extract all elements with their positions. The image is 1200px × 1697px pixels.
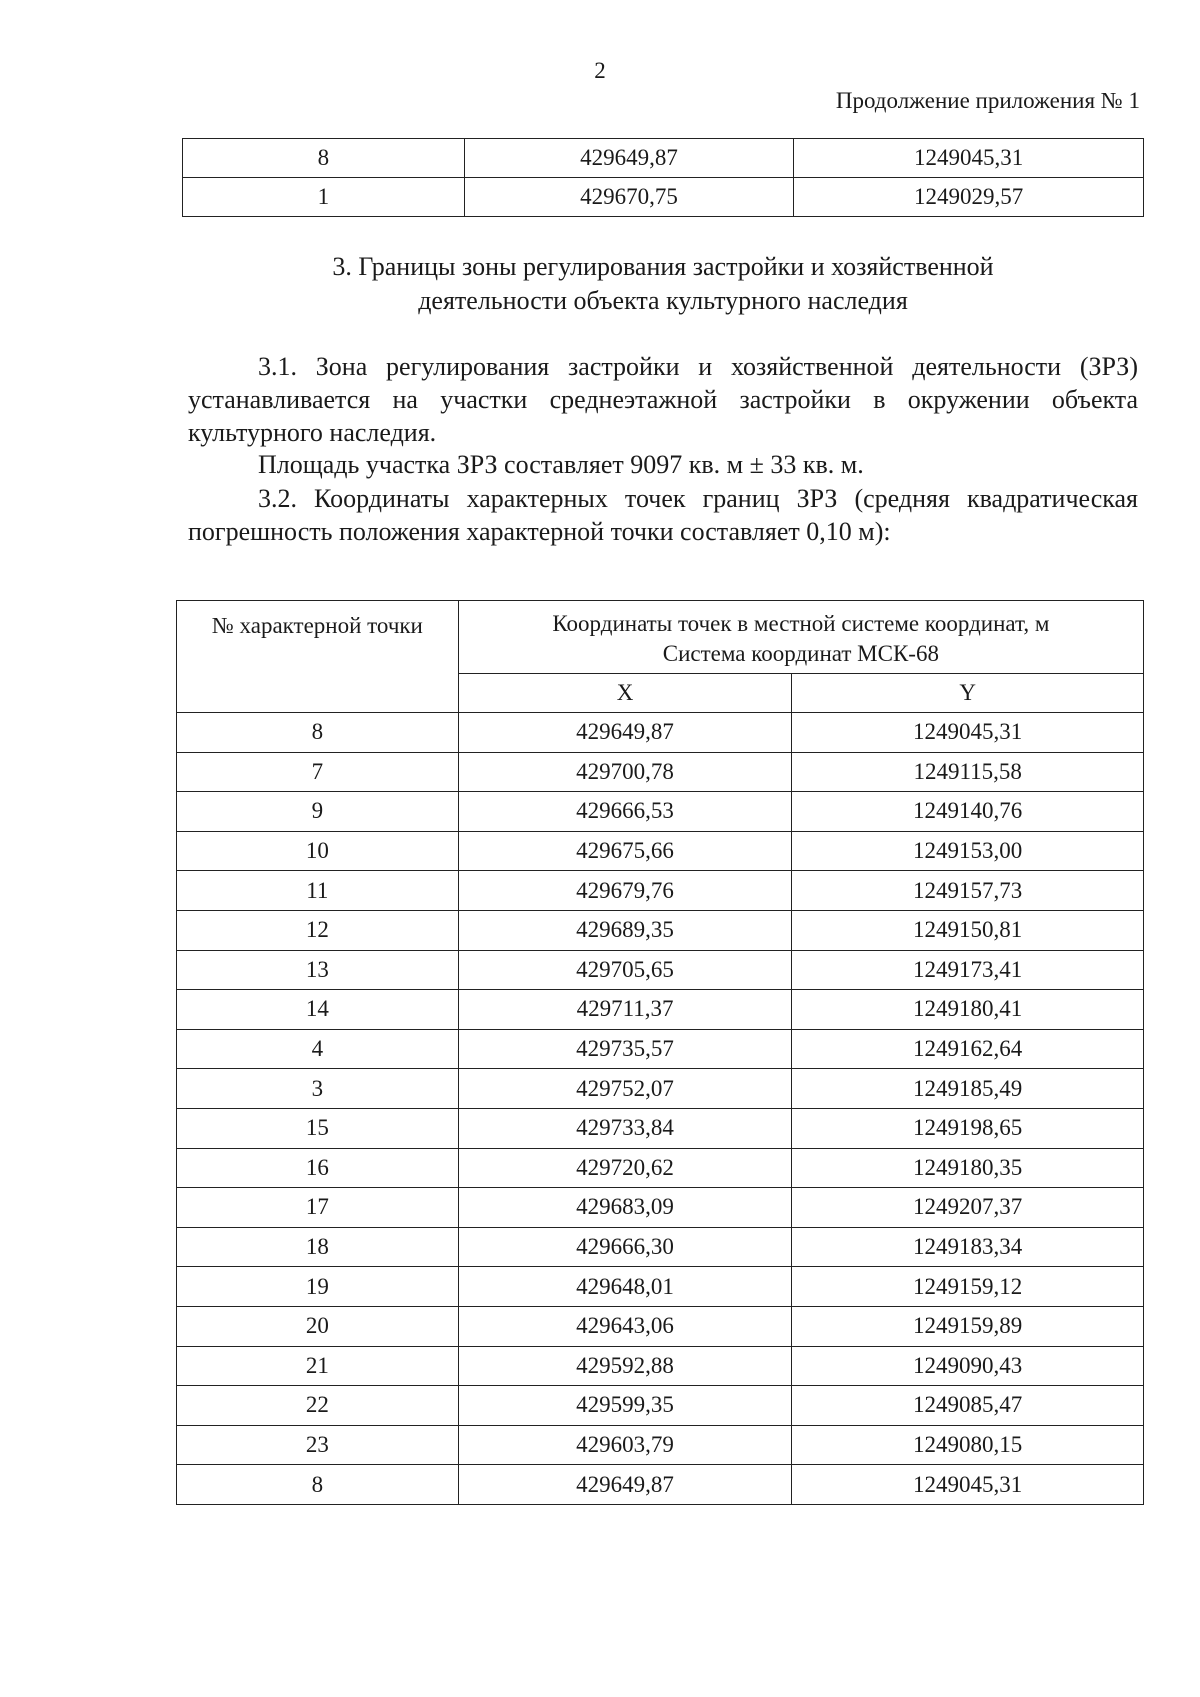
zrz-coordinates-table [176,600,1144,1505]
table-row [183,178,1144,217]
x-coordinate-cell: 429735,57 [458,1029,792,1069]
table-row [177,1306,1144,1346]
point-number-cell: 18 [177,1227,459,1267]
table-row [177,713,1144,753]
y-coordinate-cell: 1249140,76 [792,792,1144,832]
point-number-cell: 3 [177,1069,459,1109]
point-number-cell: 12 [177,910,459,950]
y-coordinate-cell: 1249162,64 [792,1029,1144,1069]
point-number-cell: 8 [177,1465,459,1505]
top-table-body [183,139,1144,217]
x-coordinate-cell: 429689,35 [458,910,792,950]
area-paragraph: Площадь участка ЗРЗ составляет 9097 кв. м ± 33 кв. м. [258,450,864,479]
y-coordinate-cell: 1249150,81 [792,910,1144,950]
y-coordinate-cell: 1249029,57 [794,178,1144,217]
table-row [177,1267,1144,1307]
x-coordinate-cell: 429679,76 [458,871,792,911]
y-coordinate-cell: 1249090,43 [792,1346,1144,1386]
y-coordinate-cell: 1249180,41 [792,990,1144,1030]
section-heading [182,250,1144,318]
table-row [177,1386,1144,1426]
x-coordinate-cell: 429649,87 [464,139,794,178]
point-number-cell: 23 [177,1425,459,1465]
point-number-cell: 17 [177,1188,459,1228]
y-coordinate-cell: 1249207,37 [792,1188,1144,1228]
point-number-cell: 7 [177,752,459,792]
table-row [177,1188,1144,1228]
x-coordinate-cell: 429683,09 [458,1188,792,1228]
top-coordinates-table [182,138,1144,217]
section-heading-line2: деятельности объекта культурного наследия [418,286,908,315]
point-number-cell: 16 [177,1148,459,1188]
y-coordinate-cell: 1249185,49 [792,1069,1144,1109]
table-row [177,1346,1144,1386]
paragraph-3-2: 3.2. Координаты характерных точек границ ЗРЗ (средняя квадратическая погрешность положения характерной точки составляет 0,10 м): [188,484,1138,546]
page-number: 2 [594,58,606,83]
y-coordinate-cell: 1249157,73 [792,871,1144,911]
x-coordinate-cell: 429711,37 [458,990,792,1030]
x-coordinate-cell: 429649,87 [458,713,792,753]
point-number-cell: 1 [183,178,465,217]
x-coordinate-cell: 429592,88 [458,1346,792,1386]
point-number-cell: 4 [177,1029,459,1069]
x-coordinate-cell: 429700,78 [458,752,792,792]
y-coordinate-cell: 1249173,41 [792,950,1144,990]
point-number-cell: 15 [177,1108,459,1148]
table-row [177,910,1144,950]
table-row [177,1029,1144,1069]
y-coordinate-cell: 1249045,31 [794,139,1144,178]
header-coordinates-line2: Система координат МСК-68 [662,641,939,666]
table-row [177,1425,1144,1465]
header-point-number: № характерной точки [177,601,459,713]
y-coordinate-cell: 1249080,15 [792,1425,1144,1465]
x-coordinate-cell: 429705,65 [458,950,792,990]
x-coordinate-cell: 429643,06 [458,1306,792,1346]
point-number-cell: 9 [177,792,459,832]
point-number-cell: 8 [177,713,459,753]
x-coordinate-cell: 429666,30 [458,1227,792,1267]
y-coordinate-cell: 1249159,89 [792,1306,1144,1346]
x-coordinate-cell: 429648,01 [458,1267,792,1307]
y-coordinate-cell: 1249045,31 [792,713,1144,753]
table-header [177,601,1144,713]
point-number-cell: 19 [177,1267,459,1307]
paragraph-3-1: 3.1. Зона регулирования застройки и хозяйственной деятельности (ЗРЗ) устанавливается на участки среднеэтажной застройки в окружении объекта культурного наследия. [188,352,1138,447]
table-row [177,1108,1144,1148]
point-number-cell: 10 [177,831,459,871]
table-row [177,831,1144,871]
y-coordinate-cell: 1249115,58 [792,752,1144,792]
y-coordinate-cell: 1249183,34 [792,1227,1144,1267]
point-number-cell: 13 [177,950,459,990]
point-number-cell: 14 [177,990,459,1030]
table-row [177,871,1144,911]
appendix-continuation-label: Продолжение приложения № 1 [835,88,1140,113]
x-coordinate-cell: 429649,87 [458,1465,792,1505]
table-row [177,1227,1144,1267]
table-row [177,1069,1144,1109]
x-coordinate-cell: 429666,53 [458,792,792,832]
x-coordinate-cell: 429720,62 [458,1148,792,1188]
table-row [177,990,1144,1030]
header-x: X [458,674,792,713]
table-row [177,1465,1144,1505]
header-coordinates [458,601,1143,674]
point-number-cell: 11 [177,871,459,911]
y-coordinate-cell: 1249045,31 [792,1465,1144,1505]
table-row [177,792,1144,832]
x-coordinate-cell: 429733,84 [458,1108,792,1148]
x-coordinate-cell: 429670,75 [464,178,794,217]
y-coordinate-cell: 1249085,47 [792,1386,1144,1426]
y-coordinate-cell: 1249180,35 [792,1148,1144,1188]
point-number-cell: 22 [177,1386,459,1426]
x-coordinate-cell: 429603,79 [458,1425,792,1465]
x-coordinate-cell: 429599,35 [458,1386,792,1426]
y-coordinate-cell: 1249198,65 [792,1108,1144,1148]
table-row [177,752,1144,792]
table-row [183,139,1144,178]
point-number-cell: 21 [177,1346,459,1386]
main-table-body [177,713,1144,1505]
point-number-cell: 8 [183,139,465,178]
table-row [177,1148,1144,1188]
table-row [177,950,1144,990]
y-coordinate-cell: 1249159,12 [792,1267,1144,1307]
header-y: Y [792,674,1144,713]
section-heading-line1: 3. Границы зоны регулирования застройки и хозяйственной [332,252,994,281]
point-number-cell: 20 [177,1306,459,1346]
x-coordinate-cell: 429752,07 [458,1069,792,1109]
x-coordinate-cell: 429675,66 [458,831,792,871]
header-coordinates-line1: Координаты точек в местной системе координат, м [552,611,1050,636]
y-coordinate-cell: 1249153,00 [792,831,1144,871]
